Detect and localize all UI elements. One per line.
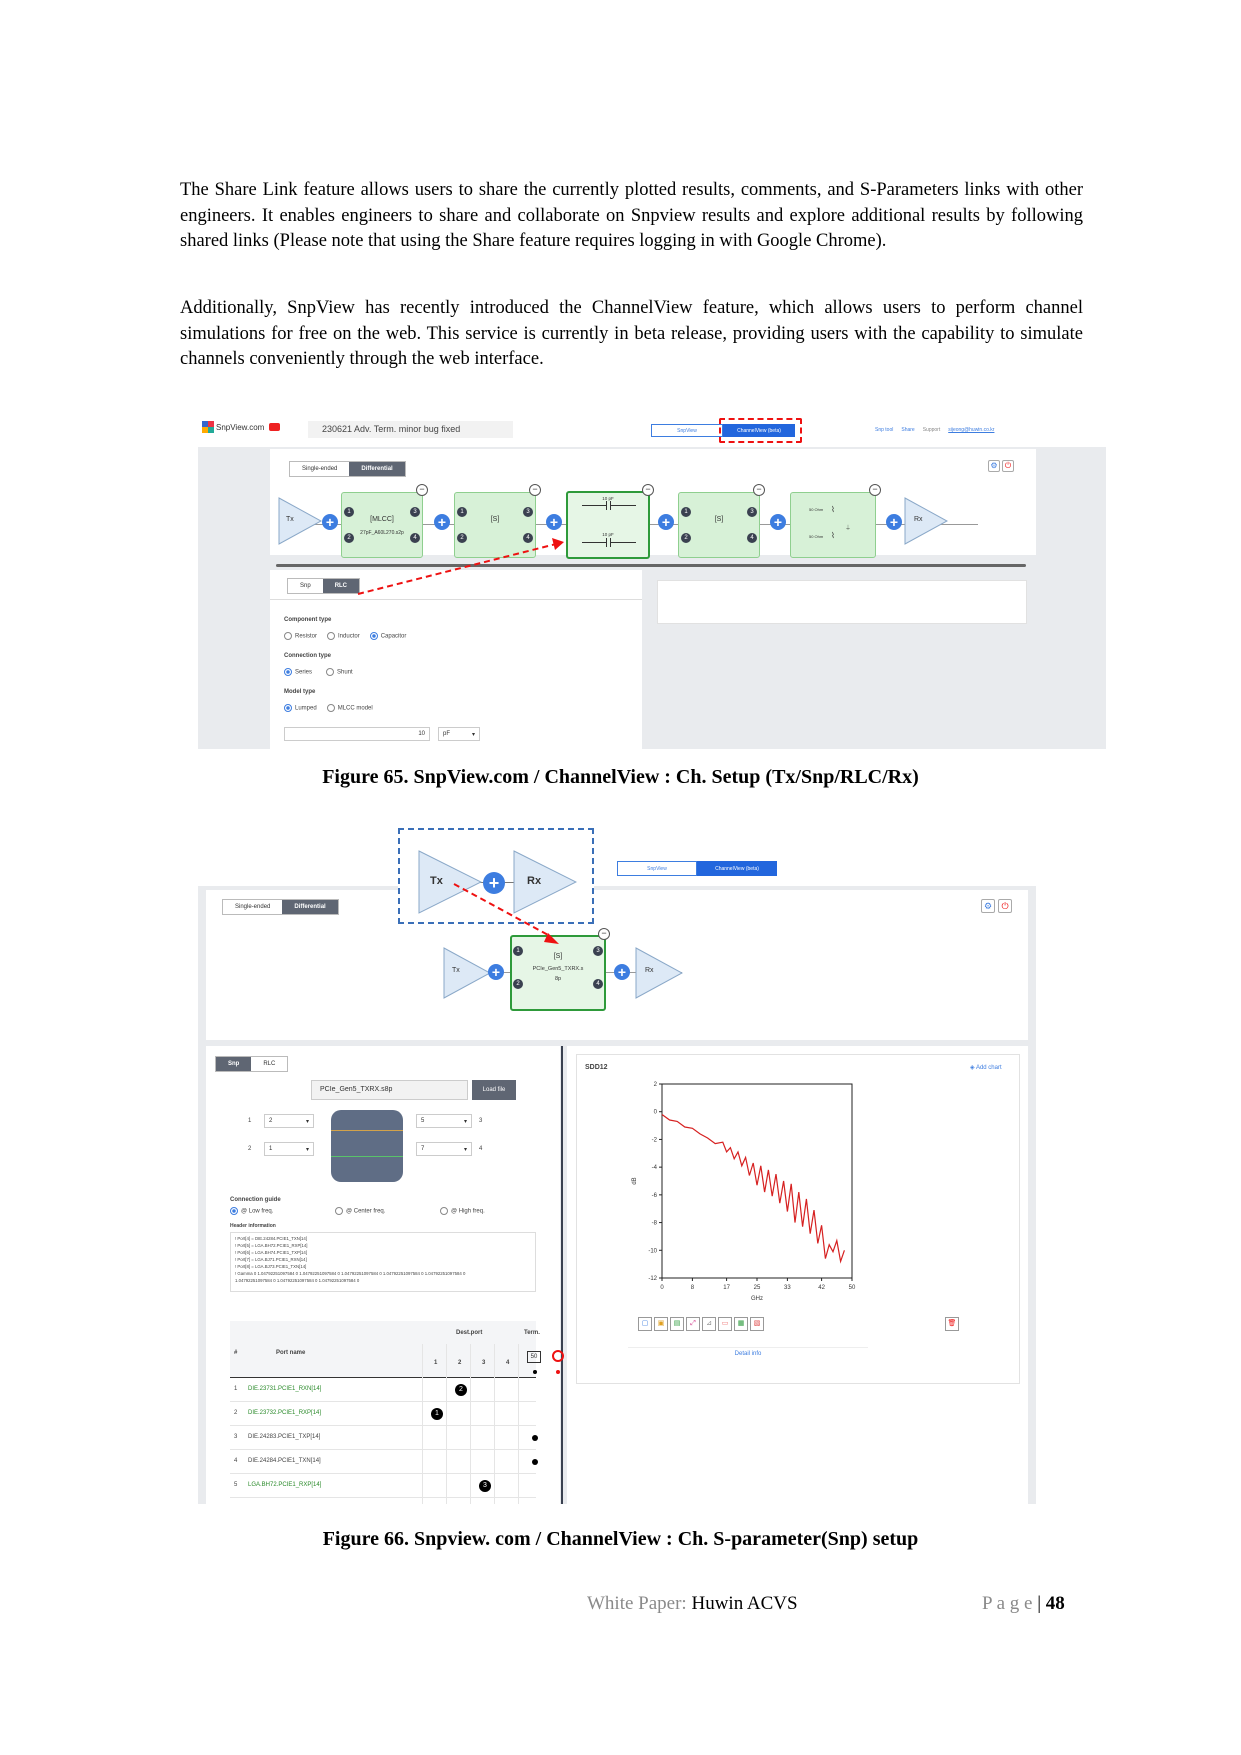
component-type-label: Component type (284, 617, 332, 623)
add-block-button[interactable]: + (658, 514, 674, 530)
y-tick-label: -10 (648, 1248, 657, 1255)
term-50-icon[interactable]: 50 (527, 1351, 541, 1363)
col-3: 3 (482, 1360, 486, 1366)
add-chart-text: Add chart (975, 1065, 1002, 1071)
value-text: 10 (418, 731, 425, 737)
term-bot-label: 50 Ohm (809, 534, 824, 539)
chevron-down-icon: ▾ (471, 731, 475, 738)
file-name-text: PCIe_Gen5_TXRX.s8p (320, 1086, 393, 1093)
header-info-label: Header information (230, 1223, 276, 1229)
pdf-icon[interactable]: ▧ (750, 1317, 764, 1331)
resistor-icon: ⌇ (831, 531, 835, 540)
table-term: Term. (524, 1330, 540, 1336)
doc-icon[interactable]: ▭ (718, 1317, 732, 1331)
option-low-freq[interactable] (230, 1207, 273, 1215)
figure-66-screenshot (198, 824, 1036, 1504)
row-dest-mark[interactable]: 3 (479, 1480, 491, 1492)
x-tick-label: 33 (784, 1285, 791, 1291)
x-tick-label: 25 (753, 1285, 761, 1291)
file-name-field[interactable] (311, 1080, 468, 1100)
x-tick-label: 50 (848, 1285, 856, 1291)
page-number (982, 1593, 1065, 1615)
option-high-freq-label: @ High freq. (451, 1208, 485, 1215)
term-dot-black (533, 1370, 537, 1374)
y-tick-label: 0 (653, 1109, 657, 1116)
port-1-badge: 1 (344, 507, 354, 517)
nav-share[interactable]: Share (901, 427, 915, 433)
mode-single-ended[interactable]: Single-ended (235, 904, 271, 910)
remove-block-icon[interactable]: − (416, 484, 428, 496)
remove-block-icon[interactable]: − (869, 484, 881, 496)
remove-block-icon[interactable]: − (598, 928, 610, 940)
add-block-button[interactable]: + (886, 514, 902, 530)
panel-tab-snp[interactable]: Snp (300, 583, 311, 589)
header-line: ! Port[8] = LGA.BJ73.PCIE1_TXN[14] (235, 1264, 307, 1269)
port-3-badge: 3 (593, 946, 603, 956)
link-icon[interactable]: ⤢ (686, 1317, 700, 1331)
remove-block-icon[interactable]: − (642, 484, 654, 496)
col-2: 2 (458, 1360, 462, 1366)
x-tick-label: 17 (723, 1285, 730, 1291)
add-block-button[interactable]: + (614, 964, 630, 980)
port-3-badge: 3 (747, 507, 757, 517)
port-1-badge: 1 (681, 507, 691, 517)
mapper-line-top (331, 1130, 403, 1131)
header-line: ! Port[5] = LGA.BH72.PCIE1_RXP[14] (235, 1243, 308, 1248)
col-1: 1 (434, 1360, 438, 1366)
rx-label: Rx (527, 875, 542, 887)
paragraph-channelview: Additionally, SnpView has recently introduced the ChannelView feature, which allows users to perform channel simulations for free on the web. This service is currently in beta release, providing users with the capability to simulate channels conveniently through the web interface. (180, 298, 1083, 369)
mlcc-file: 27pF_A60L270.s2p (360, 530, 404, 536)
x-tick-label: 42 (818, 1285, 825, 1291)
footer (587, 1593, 798, 1615)
row-term-dot[interactable] (532, 1435, 538, 1441)
paragraph-share-link: The Share Link feature allows users to share the currently plotted results, comments, and S-Parameters links with other engineers. It enables engineers to share and collaborate on Snpview results and explore additional results by following shared links (Please note that using the Share feature requires logging in with Google Chrome). (180, 180, 1083, 251)
option-shunt-label: Shunt (337, 669, 353, 676)
add-chart-link[interactable] (970, 1064, 1002, 1071)
table-hash: # (234, 1350, 238, 1356)
left-port-num: 2 (248, 1146, 252, 1152)
option-resistor-label: Resistor (295, 633, 318, 640)
panel-tab-rlc[interactable]: RLC (323, 579, 359, 593)
rx-label: Rx (914, 516, 923, 523)
radio-icon (230, 1207, 238, 1215)
row-term-dot[interactable] (532, 1459, 538, 1465)
snp-title: [S] (553, 953, 563, 960)
option-center-freq-label: @ Center freq. (346, 1208, 386, 1215)
y-axis-label: dB (632, 1177, 638, 1185)
port-mapper (248, 1110, 548, 1200)
row-num: 4 (234, 1458, 238, 1464)
tx-label: Tx (452, 967, 460, 974)
add-block-button[interactable]: + (546, 514, 562, 530)
port-4-badge: 4 (593, 979, 603, 989)
header-line: ! Port[4] = DIE.24284.PCIE1_TXN[14] (235, 1236, 308, 1241)
port-select-1-text: 2 (269, 1118, 273, 1124)
y-tick-label: -4 (651, 1165, 657, 1172)
row-port-name: LGA.BH72.PCIE1_RXP[14] (248, 1482, 322, 1488)
cap-top-label: 10 pF (602, 496, 614, 501)
port-3-badge: 3 (410, 507, 420, 517)
model-type-label: Model type (284, 689, 316, 695)
tab-snpview[interactable]: SnpView (651, 424, 723, 437)
copy-icon[interactable]: ▢ (638, 1317, 652, 1331)
header-line: ! Gamma 0 1.04792251097584 0 1.04792251097584 0 1.04792251097584 0 1.04792251097584 0 1.04792251097584 0 (235, 1271, 466, 1276)
header-info-box[interactable] (230, 1232, 536, 1292)
chevron-down-icon: ▾ (463, 1146, 467, 1153)
layers-icon: ◈ (970, 1065, 975, 1071)
mode-differential[interactable]: Differential (349, 462, 404, 476)
port-4-badge: 4 (747, 533, 757, 543)
nav-support[interactable]: Support (922, 427, 941, 433)
right-port-num: 4 (479, 1146, 483, 1152)
project-name-text: 230621 Adv. Term. minor bug fixed (322, 424, 461, 434)
tab-channelview[interactable]: ChannelView (beta) (697, 861, 777, 876)
mlcc-title: [MLCC] (370, 516, 394, 523)
row-dest-mark[interactable]: 1 (431, 1408, 443, 1420)
radio-icon (440, 1207, 448, 1215)
port-mapper-graphic (331, 1110, 403, 1182)
detail-info-link[interactable]: Detail info (628, 1347, 868, 1357)
remove-block-icon[interactable]: − (529, 484, 541, 496)
annotation-arrow (198, 412, 1106, 749)
table-port-name: Port name (276, 1350, 306, 1356)
add-block-button[interactable]: + (488, 964, 504, 980)
rx-label: Rx (645, 967, 654, 974)
mode-differential[interactable]: Differential (282, 900, 337, 914)
port-select-4[interactable] (416, 1142, 472, 1156)
add-block-button[interactable]: + (434, 514, 450, 530)
mapper-line-bottom (331, 1156, 403, 1157)
footer-name: Huwin ACVS (691, 1593, 798, 1614)
nav-user[interactable]: sijeong@huwin.co.kr (948, 427, 995, 433)
option-low-freq-label: @ Low freq. (241, 1208, 274, 1215)
col-4: 4 (506, 1360, 510, 1366)
tx-label: Tx (286, 516, 294, 523)
option-lumped-label: Lumped (295, 705, 317, 712)
export-icon[interactable]: ▤ (670, 1317, 684, 1331)
table-dest-port: Dest.port (456, 1330, 483, 1336)
port-2-badge: 2 (457, 533, 467, 543)
chart-toolbar (638, 1317, 766, 1331)
chevron-down-icon: ▾ (463, 1118, 467, 1125)
x-tick-label: 8 (690, 1285, 695, 1291)
connection-type-label: Connection type (284, 653, 332, 659)
row-num: 1 (234, 1386, 238, 1392)
chevron-down-icon: ▾ (305, 1118, 309, 1125)
snp-title: [S] (490, 516, 500, 523)
table-grid (518, 1344, 519, 1504)
snp-title: [S] (714, 516, 724, 523)
image-icon[interactable]: ▦ (734, 1317, 748, 1331)
annotation-arrow (198, 824, 1036, 1024)
port-select-1[interactable] (264, 1114, 314, 1128)
port-select-3[interactable] (416, 1114, 472, 1128)
port-select-4-text: 7 (421, 1146, 425, 1152)
cap-bot-label: 10 pF (602, 532, 614, 537)
option-high-freq[interactable] (440, 1207, 485, 1215)
row-port-name: DIE.24283.PCIE1_TXP[14] (248, 1434, 321, 1440)
option-capacitor-label: Capacitor (380, 633, 407, 640)
tab-snpview[interactable]: SnpView (617, 861, 697, 876)
right-port-num: 3 (479, 1118, 483, 1124)
page-label: P a g e (982, 1593, 1033, 1614)
panel-tabs[interactable] (215, 1056, 288, 1072)
header-line: ! Port[6] = LGA.BH74.PCIE1_TXP[14] (235, 1250, 308, 1255)
header-line: 1.04792251097584 0 1.04792251097584 0 1.04792251097584 0 (235, 1278, 360, 1283)
footer-label: White Paper: (587, 1593, 687, 1614)
row-num: 2 (234, 1410, 238, 1416)
port-4-badge: 4 (410, 533, 420, 543)
tx-label: Tx (430, 875, 443, 887)
y-tick-label: -2 (651, 1137, 657, 1144)
term-open-icon[interactable] (552, 1350, 564, 1362)
y-tick-label: -8 (651, 1220, 657, 1227)
snp-file-line2: 8p (554, 976, 562, 982)
chart-icon[interactable]: ⊿ (702, 1317, 716, 1331)
snp-file-line1: PCIe_Gen5_TXRX.s (532, 966, 584, 972)
port-3-badge: 3 (523, 507, 533, 517)
port-1-badge: 1 (513, 946, 523, 956)
row-port-name: DIE.24284.PCIE1_TXN[14] (248, 1458, 321, 1464)
header-line: ! Port[7] = LGA.BJ71.PCIE1_RXN[14] (235, 1257, 307, 1262)
port-4-badge: 4 (523, 533, 533, 543)
unit-text: pF (443, 731, 451, 737)
power-icon[interactable]: ⏻ (1002, 460, 1014, 472)
row-num: 5 (234, 1482, 238, 1488)
port-2-badge: 2 (344, 533, 354, 543)
figure-65-screenshot (198, 412, 1106, 749)
row-dest-mark[interactable]: 2 (455, 1384, 467, 1396)
settings-icon[interactable]: ⚙ (981, 899, 995, 913)
term-dot-red (556, 1370, 560, 1374)
tab-channelview[interactable]: ChannelView (beta) (723, 424, 795, 437)
y-tick-label: 2 (653, 1082, 657, 1088)
port-1-badge: 1 (457, 507, 467, 517)
power-icon[interactable]: ⏻ (998, 899, 1012, 913)
left-port-num: 1 (248, 1118, 252, 1124)
chevron-down-icon: ▾ (305, 1146, 309, 1153)
x-tick-label: 0 (660, 1285, 664, 1291)
page-sep: | (1037, 1593, 1042, 1614)
row-port-name: DIE.23731.PCIE1_RXN[14] (248, 1386, 322, 1392)
resistor-icon: ⌇ (831, 505, 835, 514)
y-tick-label: -12 (648, 1276, 657, 1282)
logo-text: SnpView.com (216, 422, 265, 432)
port-select-2[interactable] (264, 1142, 314, 1156)
option-inductor-label: Inductor (338, 633, 360, 640)
figure-65-caption: Figure 65. SnpView.com / ChannelView : Ch. Setup (Tx/Snp/RLC/Rx) (322, 766, 919, 788)
port-2-badge: 2 (681, 533, 691, 543)
add-block-button[interactable]: + (322, 514, 338, 530)
port-select-3-text: 5 (421, 1118, 425, 1124)
plot-area (662, 1084, 852, 1278)
port-table-header-bg (230, 1321, 536, 1377)
add-block-button[interactable]: + (770, 514, 786, 530)
y-tick-label: -6 (651, 1192, 657, 1199)
port-select-2-text: 1 (269, 1146, 273, 1152)
remove-block-icon[interactable]: − (753, 484, 765, 496)
add-block-button[interactable]: + (483, 872, 505, 894)
delete-icon[interactable]: 🗑 (945, 1317, 959, 1331)
option-center-freq[interactable] (335, 1207, 385, 1215)
mode-single-ended[interactable]: Single-ended (302, 466, 338, 472)
table-grid (422, 1344, 423, 1504)
term-top-label: 50 Ohm (809, 507, 824, 512)
sdd12-chart[interactable] (624, 1076, 870, 1312)
page-num: 48 (1045, 1593, 1065, 1614)
figure-66-caption: Figure 66. Snpview. com / ChannelView : Ch. S-parameter(Snp) setup (322, 1528, 919, 1550)
port-2-badge: 2 (513, 979, 523, 989)
panel-splitter[interactable] (561, 1046, 563, 1504)
table-grid (446, 1344, 447, 1504)
panel-tab-rlc[interactable]: RLC (263, 1061, 276, 1067)
row-num: 3 (234, 1434, 238, 1440)
table-grid (470, 1344, 471, 1504)
panel-tab-snp[interactable]: Snp (216, 1057, 251, 1071)
table-grid (494, 1344, 495, 1504)
option-series-label: Series (295, 669, 313, 676)
x-axis-label: GHz (751, 1296, 763, 1302)
option-mlcc-label: MLCC model (337, 705, 373, 712)
load-file-button[interactable]: Load file (472, 1080, 516, 1100)
radio-icon (335, 1207, 343, 1215)
chart-title: SDD12 (585, 1064, 608, 1071)
connection-guide-label: Connection guide (230, 1197, 281, 1203)
settings-icon[interactable]: ⚙ (988, 460, 1000, 472)
nav-snp-tool[interactable]: Snp tool (875, 427, 894, 433)
row-port-name: DIE.23732.PCIE1_RXP[14] (248, 1410, 322, 1416)
ground-icon: ⏚ (845, 526, 852, 532)
save-icon[interactable]: ▣ (654, 1317, 668, 1331)
